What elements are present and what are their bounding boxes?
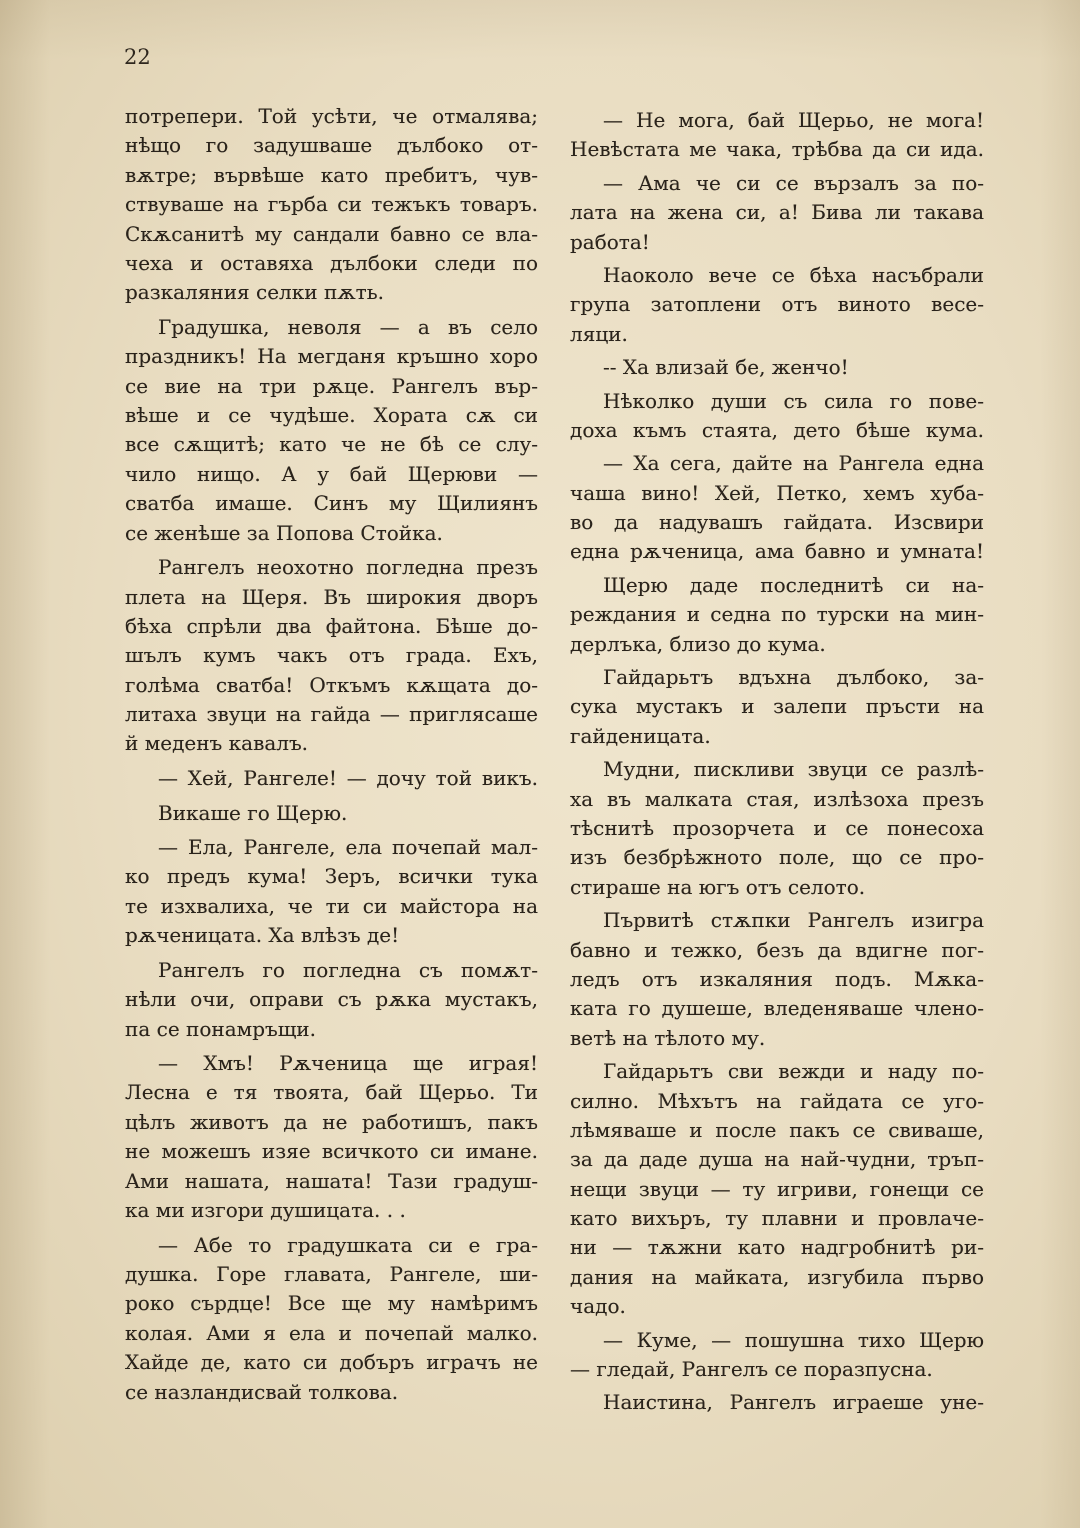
right-column [570, 106, 984, 1418]
text-line: потрепери. Той усѣти, че отмалява; [125, 104, 538, 128]
paragraph [570, 663, 984, 751]
text-line: — Абе то градушката си е гра- [158, 1232, 538, 1257]
text-line: бѣха спрѣли два файтона. Бѣше до- [125, 613, 538, 638]
text-line: вѫтре; вървѣше като пребитъ, чув- [125, 162, 538, 187]
text-line: доха къмъ стаята, дето бѣше кума. [570, 417, 984, 442]
text-line: праздникъ! На мегданя кръшно хоро [125, 344, 538, 369]
text-line: сука мустакъ и залепи пръсти на [570, 694, 984, 719]
text-line: работа! [570, 229, 650, 254]
text-line: за да даде душа на най-чудни, тръп- [570, 1147, 984, 1172]
text-line: Първитѣ стѫпки Рангелъ изигра [603, 908, 984, 933]
text-line: като вихъръ, ту плавни и провлаче- [570, 1206, 984, 1231]
paragraph [125, 1049, 538, 1225]
text-line: — Куме, — пошушна тихо Щерю [603, 1327, 984, 1352]
paragraph [125, 102, 538, 308]
text-line: Невѣстата ме чака, трѣбва да си ида. [570, 137, 984, 162]
text-line: дерлъка, близо до кума. [570, 631, 826, 656]
text-line: па се понамръщи. [125, 1016, 316, 1041]
text-line: гайденицата. [570, 723, 711, 748]
text-line: во да надувашъ гайдата. Изсвири [570, 510, 984, 535]
text-line: Скѫсанитѣ му сандали бавно се вла- [125, 221, 538, 246]
text-line: колая. Ами я ела и почепай малко. [125, 1320, 538, 1345]
text-line: Градушка, неволя — а въ село [158, 314, 538, 339]
text-line: вѣше и се чудѣше. Хората сѫ си [125, 403, 538, 428]
paragraph [570, 387, 984, 446]
text-line: — Не мога, бай Щерьо, не мога! [603, 108, 984, 132]
paragraph [570, 353, 984, 382]
paragraph [570, 169, 984, 257]
paragraph [570, 571, 984, 659]
text-line: нѣщо го задушваше дълбоко от- [125, 133, 538, 158]
paragraph [570, 755, 984, 902]
text-line: ка ми изгори душицата. . . [125, 1198, 406, 1223]
text-line: Рангелъ го погледна съ помѫт- [158, 957, 538, 982]
text-line: тѣснитѣ прозорчета и се понесоха [570, 815, 984, 840]
paragraph [570, 1057, 984, 1322]
paragraph [125, 764, 538, 793]
text-line: ляци. [570, 321, 628, 346]
text-line: чеха и оставяха дълбоки следи по [125, 250, 538, 275]
text-line: Хайде де, като си добъръ играчъ не [125, 1350, 538, 1375]
text-line: Викаше го Щерю. [158, 800, 348, 825]
text-line: силно. Мѣхътъ на гайдата се уго- [570, 1088, 984, 1113]
text-line: ко предъ кума! Зеръ, всички тука [125, 864, 538, 889]
text-line: — Хей, Рангеле! — дочу той викъ. [158, 766, 538, 791]
text-line: — гледай, Рангелъ се поразпусна. [570, 1357, 933, 1382]
text-line: — Хмъ! Рѫченица ще играя! [158, 1051, 538, 1076]
text-line: литаха звуци на гайда — приглясаше [125, 702, 538, 727]
text-line: Щерю даде последнитѣ си на- [603, 572, 984, 597]
text-line: стираше на югъ отъ селото. [570, 874, 866, 899]
text-line: душка. Горе главата, Рангеле, ши- [125, 1261, 538, 1286]
text-line: не можешъ изяе всичкото си имане. [125, 1139, 538, 1164]
text-line: те изхвалиха, че ти си майстора на [125, 893, 538, 918]
text-line: една рѫченица, ама бавно и умната! [570, 539, 984, 564]
text-line: шълъ кумъ чакъ отъ града. Ехъ, [125, 643, 538, 668]
text-line: лата на жена си, а! Бива ли такава [570, 200, 984, 225]
text-line: лѣмяваше и после пакъ се свиваше, [570, 1117, 984, 1142]
paragraph [570, 906, 984, 1053]
paragraph [125, 956, 538, 1044]
page-number: 22 [124, 45, 151, 69]
text-line: бавно и тежко, безъ да вдигне пог- [570, 937, 984, 962]
text-line: ката го душеше, вледеняваше члено- [570, 996, 984, 1021]
text-line: Гайдарьтъ сви вежди и наду по- [603, 1059, 984, 1084]
text-line: сватба имаше. Синъ му Щилиянъ [125, 491, 538, 516]
text-line: ха въ малката стая, излѣзоха презъ [570, 786, 984, 811]
text-line: Наистина, Рангелъ играеше уне- [603, 1390, 984, 1415]
text-line: нѣли очи, оправи съ рѫка мустакъ, [125, 987, 538, 1012]
text-line: голѣма сватба! Откъмъ кѫщата до- [125, 672, 538, 697]
text-line: Наоколо вече се бѣха насъбрали [603, 262, 984, 287]
text-line: й меденъ кавалъ. [125, 731, 309, 756]
text-line: — Ха сега, дайте на Рангела една [603, 451, 984, 476]
text-line: плета на Щеря. Въ широкия дворъ [125, 584, 538, 609]
text-line: чаша вино! Хей, Петко, хемъ хуба- [570, 480, 984, 505]
text-line: Нѣколко души съ сила го пове- [603, 388, 984, 413]
paragraph [570, 449, 984, 567]
text-line: ледъ отъ изкаляния подъ. Мѫка- [570, 966, 984, 991]
text-line: -- Ха влизай бе, женчо! [603, 355, 849, 380]
text-line: Рангелъ неохотно погледна презъ [158, 555, 538, 580]
paragraph [570, 1326, 984, 1385]
paragraph [125, 313, 538, 548]
text-line: роко сърдце! Все ще му намѣримъ [125, 1291, 538, 1316]
paragraph [125, 833, 538, 951]
text-line: нещи звуци — ту игриви, гонещи се [570, 1176, 984, 1201]
text-line: група затоплени отъ виното весе- [570, 292, 984, 317]
text-line: — Ела, Рангеле, ела почепай мал- [158, 835, 538, 860]
text-line: — Ама че си се вързалъ за по- [603, 170, 984, 195]
paragraph [125, 553, 538, 759]
paragraph [570, 1388, 984, 1417]
text-line: изъ безбрѣжното поле, що се про- [570, 845, 984, 870]
text-line: все сѫщитѣ; като че не бѣ се слу- [125, 432, 538, 457]
left-column [125, 102, 538, 1407]
paragraph [125, 1231, 538, 1407]
paragraph [570, 106, 984, 165]
text-line: дания на майката, изгубила първо [570, 1264, 984, 1289]
text-line: ствуваше на гърба си тежъкъ товаръ. [125, 192, 538, 217]
text-line: се вие на три рѫце. Рангелъ вър- [125, 373, 538, 398]
text-line: чадо. [570, 1294, 626, 1319]
text-line: Мудни, пискливи звуци се разлѣ- [603, 757, 984, 782]
paragraph [570, 261, 984, 349]
text-line: ветѣ на тѣлото му. [570, 1025, 766, 1050]
text-line: чило нищо. А у бай Щерюви — [125, 461, 538, 486]
text-line: се назландисвай толкова. [125, 1379, 399, 1404]
text-line: реждания и седна по турски на мин- [570, 602, 984, 627]
text-line: рѫченицата. Ха влѣзъ де! [125, 923, 400, 948]
text-line: ни — тѫжни като надгробнитѣ ри- [570, 1235, 984, 1260]
text-line: Лесна е тя твоята, бай Щерьо. Ти [125, 1080, 538, 1105]
text-line: разкаляния селки пѫть. [125, 280, 384, 305]
text-line: цѣлъ животъ да не работишъ, пакъ [125, 1109, 538, 1134]
text-line: се женѣше за Попова Стойка. [125, 520, 443, 545]
text-line: Гайдарьтъ вдъхна дълбоко, за- [603, 665, 984, 690]
text-line: Ами нашата, нашата! Тази градуш- [125, 1168, 538, 1193]
paragraph [125, 799, 538, 828]
